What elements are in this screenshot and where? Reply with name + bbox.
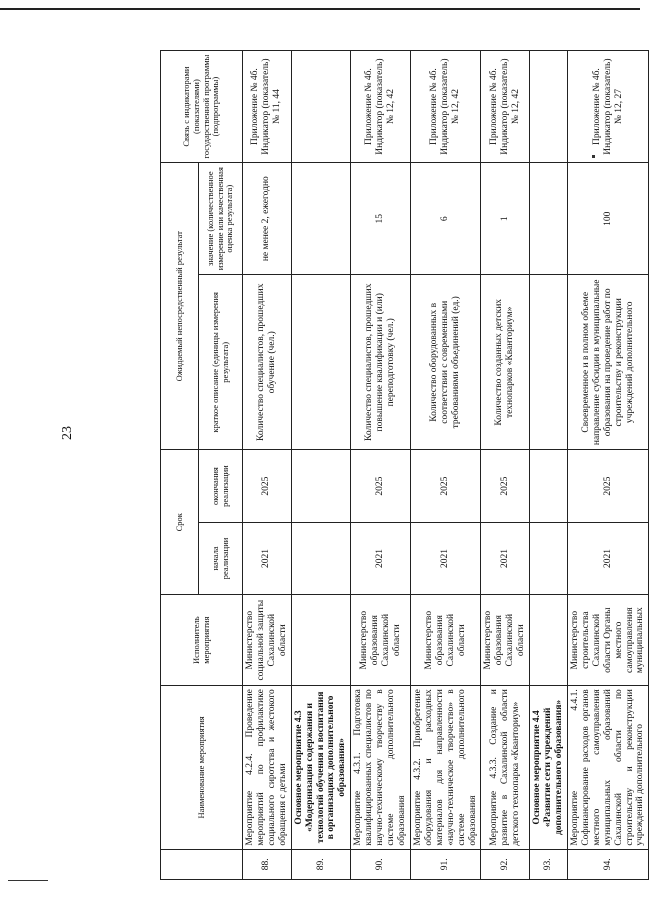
row-end: 2025 bbox=[567, 450, 648, 522]
table-row bbox=[410, 51, 481, 880]
row-exec: Министерство образования Сахалинской области bbox=[410, 595, 481, 686]
row-link bbox=[291, 51, 351, 163]
row-value: 6 bbox=[410, 163, 481, 275]
row-number: 93. bbox=[530, 849, 568, 879]
header-value: значение (количественное измерение или качественная оценка результата) bbox=[199, 163, 243, 275]
row-link: Приложение № 4б. Индикатор (показатель) № 12, 27 bbox=[567, 51, 648, 163]
row-start: 2021 bbox=[243, 522, 292, 594]
header-desc: краткое описание (единицы измерения результата) bbox=[199, 275, 243, 450]
row-link: Приложение № 4б. Индикатор (показатель) № 12, 42 bbox=[410, 51, 481, 163]
row-name: Основное мероприятие 4.3 «Модернизация содержания и технологий обучения и воспитания в организациях дополнительного образования» bbox=[291, 686, 351, 849]
row-name: Мероприятие 4.3.1. Подготовка квалифицированных специалистов по научно-техническому творчеству в системе дополнительного образования bbox=[351, 686, 411, 849]
row-end bbox=[291, 450, 351, 522]
row-number: 88. bbox=[243, 849, 292, 879]
row-number: 89. bbox=[291, 849, 351, 879]
table-row bbox=[243, 51, 292, 880]
header-num bbox=[161, 849, 243, 879]
header-end: окончания реализации bbox=[199, 450, 243, 522]
row-start: 2021 bbox=[351, 522, 411, 594]
row-desc: Количество специалистов, прошедших повышение квалификации и (или) переподготовку (чел.) bbox=[351, 275, 411, 450]
row-end: 2025 bbox=[243, 450, 292, 522]
row-name: Мероприятие 4.2.4. Проведение мероприятий по профилактике социального сиротства и жестокого обращения с детьми bbox=[243, 686, 292, 849]
row-value: 1 bbox=[481, 163, 530, 275]
scan-artifact bbox=[8, 880, 48, 881]
row-exec: Министерство строительства Сахалинской области Органы местного самоуправления муниципальных bbox=[567, 595, 648, 686]
row-exec bbox=[291, 595, 351, 686]
row-desc: Своевременное и в полном объеме направление субсидии в муниципальные образования на проведение работ по строительству и реконструкции учреждений дополнительного bbox=[567, 275, 648, 450]
row-exec: Министерство образования Сахалинской области bbox=[481, 595, 530, 686]
row-link bbox=[530, 51, 568, 163]
row-value: 100 bbox=[567, 163, 648, 275]
row-name: Основное мероприятие 4.4 «Развитие сети учреждений дополнительного образования» bbox=[530, 686, 568, 849]
row-start: 2021 bbox=[481, 522, 530, 594]
row-number: 92. bbox=[481, 849, 530, 879]
scan-artifact bbox=[592, 155, 595, 158]
row-end: 2025 bbox=[481, 450, 530, 522]
header-term: Срок bbox=[161, 450, 199, 595]
row-desc: Количество оборудованных в соответствии с современными требованиями объединений (ед.) bbox=[410, 275, 481, 450]
row-link: Приложение № 4б. Индикатор (показатель) № 12, 42 bbox=[481, 51, 530, 163]
row-number: 90. bbox=[351, 849, 411, 879]
header-exec: Исполнитель мероприятия bbox=[161, 595, 243, 686]
row-link: Приложение № 4б. Индикатор (показатель) № 12, 42 bbox=[351, 51, 411, 163]
row-link: Приложение № 4б. Индикатор (показатель) № 11, 44 bbox=[243, 51, 292, 163]
row-end: 2025 bbox=[351, 450, 411, 522]
row-exec: Министерство образования Сахалинской области bbox=[351, 595, 411, 686]
row-end bbox=[530, 450, 568, 522]
row-number: 94. bbox=[567, 849, 648, 879]
row-name: Мероприятие 4.4.1. Софинансирование расходов органов местного самоуправления муниципальных образований Сахалинской области по строительству и реконструкции учреждений дополнительного bbox=[567, 686, 648, 849]
table-row bbox=[530, 51, 568, 880]
row-start: 2021 bbox=[567, 522, 648, 594]
rotated-table-container bbox=[160, 50, 646, 880]
row-desc bbox=[530, 275, 568, 450]
row-value: 15 bbox=[351, 163, 411, 275]
header-link: Связь с индикаторами (показателями) государственной программы (подпрограммы) bbox=[161, 51, 243, 163]
row-start: 2021 bbox=[410, 522, 481, 594]
table-row bbox=[481, 51, 530, 880]
table-row bbox=[291, 51, 351, 880]
row-desc bbox=[291, 275, 351, 450]
row-number: 91. bbox=[410, 849, 481, 879]
table-row bbox=[567, 51, 648, 880]
program-activities-table bbox=[160, 50, 649, 880]
header-result: Ожидаемый непосредственный результат bbox=[161, 163, 199, 450]
row-desc: Количество специалистов, прошедших обучение (чел.) bbox=[243, 275, 292, 450]
row-start bbox=[291, 522, 351, 594]
table-row bbox=[351, 51, 411, 880]
row-desc: Количество созданных детских технопарков «Кванториум» bbox=[481, 275, 530, 450]
row-name: Мероприятие 4.3.3. Создание и развитие в Сахалинской области детского технопарка «Кванториум» bbox=[481, 686, 530, 849]
row-name: Мероприятие 4.3.2. Приобретение оборудования и расходных материалов для направленности «научно-техническое творчество» в системе дополнительного образования bbox=[410, 686, 481, 849]
row-exec bbox=[530, 595, 568, 686]
row-exec: Министерство социальной защиты Сахалинской области bbox=[243, 595, 292, 686]
header-name: Наименование мероприятия bbox=[161, 686, 243, 849]
header-start: начала реализации bbox=[199, 522, 243, 594]
row-value: не менее 2, ежегодно bbox=[243, 163, 292, 275]
row-end: 2025 bbox=[410, 450, 481, 522]
row-value bbox=[530, 163, 568, 275]
row-value bbox=[291, 163, 351, 275]
row-start bbox=[530, 522, 568, 594]
page-number: 23 bbox=[60, 426, 75, 440]
